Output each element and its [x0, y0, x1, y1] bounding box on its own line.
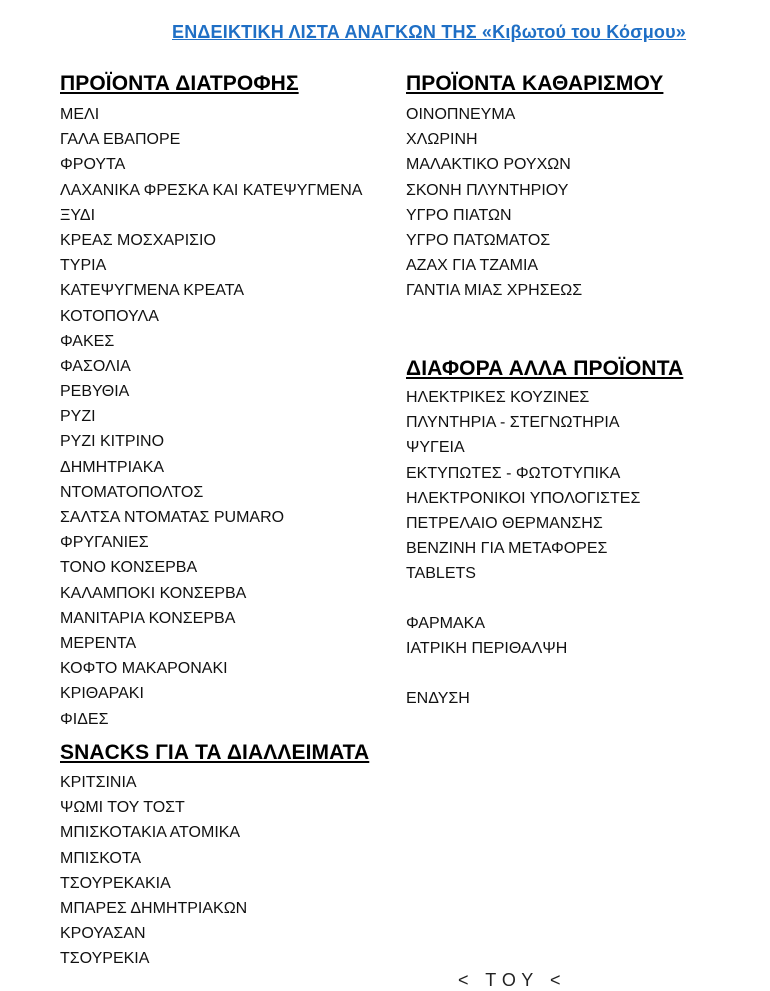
food-list-item: ΜΕΛΙ — [60, 106, 100, 123]
food-list-item: ΚΑΤΕΨΥΓΜΕΝΑ ΚΡΕΑΤΑ — [60, 282, 244, 300]
snacks-list-item: ΚΡΟΥΑΣΑΝ — [60, 925, 146, 943]
snacks-section-heading: SNACKS ΓΙΑ ΤΑ ΔΙΑΛΛΕΙΜΑΤΑ — [60, 741, 370, 764]
medical-care-item: ΙΑΤΡΙΚΗ ΠΕΡΙΘΑΛΨΗ — [406, 640, 568, 657]
food-list-item: ΡΥΖΙ — [60, 408, 96, 426]
cleaning-list-item: ΜΑΛΑΚΤΙΚΟ ΡΟΥΧΩΝ — [406, 156, 571, 174]
medicine-item: ΦΑΡΜΑΚΑ — [406, 615, 485, 632]
snacks-list-item: ΜΠΑΡΕΣ ΔΗΜΗΤΡΙΑΚΩΝ — [60, 899, 248, 917]
cleaning-list-item: ΧΛΩΡΙΝΗ — [406, 131, 478, 149]
other-list-item: ΗΛΕΚΤΡΟΝΙΚΟΙ ΥΠΟΛΟΓΙΣΤΕΣ — [406, 489, 641, 507]
food-list-item: ΦΙΔΕΣ — [60, 710, 109, 728]
snacks-list-item: ΜΠΙΣΚΟΤΑΚΙΑ ΑΤΟΜΙΚΑ — [60, 824, 241, 842]
food-list-item: ΦΡΟΥΤΑ — [60, 156, 126, 174]
food-list-item: ΚΡΕΑΣ ΜΟΣΧΑΡΙΣΙΟ — [60, 231, 216, 249]
food-list-item: ΚΑΛΑΜΠΟΚΙ ΚΟΝΣΕΡΒΑ — [60, 584, 247, 602]
food-list-item: ΓΑΛΑ ΕΒΑΠΟΡΕ — [60, 131, 181, 149]
cleaning-section-heading: ΠΡΟΪΟΝΤΑ ΚΑΘΑΡΙΣΜΟΥ — [406, 72, 664, 95]
other-list-item: ΠΛΥΝΤΗΡΙΑ - ΣΤΕΓΝΩΤΗΡΙΑ — [406, 414, 620, 432]
snacks-list-item: ΤΣΟΥΡΕΚΑΚΙΑ — [60, 874, 171, 892]
cleaning-list-item: ΑΖΑΧ ΓΙΑ ΤΖΑΜΙΑ — [406, 257, 539, 275]
clothing-item: ΕΝΔΥΣΗ — [406, 690, 470, 707]
food-section-heading: ΠΡΟΪΟΝΤΑ ΔΙΑΤΡΟΦΗΣ — [60, 72, 299, 95]
food-list-item: ΚΡΙΘΑΡΑΚΙ — [60, 685, 144, 703]
cleaning-list-item: ΥΓΡΟ ΠΑΤΩΜΑΤΟΣ — [406, 231, 551, 249]
cleaning-list-item: ΓΑΝΤΙΑ ΜΙΑΣ ΧΡΗΣΕΩΣ — [406, 282, 583, 300]
other-list-item: ΨΥΓΕΙΑ — [406, 439, 465, 457]
food-list-item: ΤΥΡΙΑ — [60, 257, 107, 275]
food-list-item: ΛΑΧΑΝΙΚΑ ΦΡΕΣΚΑ ΚΑΙ ΚΑΤΕΨΥΓΜΕΝΑ — [60, 181, 363, 199]
food-list-item: ΜΑΝΙΤΑΡΙΑ ΚΟΝΣΕΡΒΑ — [60, 609, 236, 627]
other-list-item: ΕΚΤΥΠΩΤΕΣ - ΦΩΤΟΤΥΠΙΚΑ — [406, 464, 621, 482]
snacks-list-item: ΨΩΜΙ ΤΟΥ ΤΟΣΤ — [60, 799, 185, 817]
food-list-item: ΚΟΤΟΠΟΥΛΑ — [60, 307, 159, 325]
food-list-item: ΚΟΦΤΟ ΜΑΚΑΡΟΝΑΚΙ — [60, 660, 228, 678]
food-list-item: ΣΑΛΤΣΑ ΝΤΟΜΑΤΑΣ PUMARO — [60, 509, 285, 526]
other-list-item: ΗΛΕΚΤΡΙΚΕΣ ΚΟΥΖΙΝΕΣ — [406, 389, 590, 406]
snacks-list — [60, 770, 247, 972]
food-list-item: ΡΥΖΙ ΚΙΤΡΙΝΟ — [60, 433, 165, 451]
food-list-item: ΡΕΒΥΘΙΑ — [60, 383, 130, 401]
other-list-item: ΒΕΝΖΙΝΗ ΓΙΑ ΜΕΤΑΦΟΡΕΣ — [406, 540, 608, 558]
cleaning-list-item: ΣΚΟΝΗ ΠΛΥΝΤΗΡΙΟΥ — [406, 181, 569, 199]
footer-fragment: < ΤΟΥ < — [458, 970, 567, 990]
food-list-item: ΞΥΔΙ — [60, 206, 96, 224]
snacks-list-item: ΜΠΙΣΚΟΤΑ — [60, 849, 142, 867]
snacks-list-item: ΚΡΙΤΣΙΝΙΑ — [60, 774, 137, 791]
food-list-item: ΔΗΜΗΤΡΙΑΚΑ — [60, 458, 165, 476]
other-list-item: ΠΕΤΡΕΛΑΙΟ ΘΕΡΜΑΝΣΗΣ — [406, 514, 603, 532]
other-list — [406, 385, 640, 587]
other-list-item: TABLETS — [406, 565, 476, 583]
food-list-item: ΦΑΣΟΛΙΑ — [60, 357, 131, 375]
cleaning-list-item: ΥΓΡΟ ΠΙΑΤΩΝ — [406, 206, 512, 224]
food-list — [60, 102, 362, 732]
other-section-heading: ΔΙΑΦΟΡΑ ΑΛΛΑ ΠΡΟΪΟΝΤΑ — [406, 357, 684, 380]
food-list-item: ΝΤΟΜΑΤΟΠΟΛΤΟΣ — [60, 483, 204, 501]
cleaning-list — [406, 102, 582, 304]
food-list-item: ΤΟΝΟ ΚΟΝΣΕΡΒΑ — [60, 559, 198, 577]
food-list-item: ΦΑΚΕΣ — [60, 332, 115, 350]
food-list-item: ΜΕΡΕΝΤΑ — [60, 634, 137, 652]
page-title: ΕΝΔΕΙΚΤΙΚΗ ΛΙΣΤΑ ΑΝΑΓΚΩΝ ΤΗΣ «Κιβωτού του Κόσμου» — [172, 22, 687, 42]
food-list-item: ΦΡΥΓΑΝΙΕΣ — [60, 534, 149, 552]
snacks-list-item: ΤΣΟΥΡΕΚΙΑ — [60, 950, 150, 968]
cleaning-list-item: ΟΙΝΟΠΝΕΥΜΑ — [406, 106, 516, 123]
